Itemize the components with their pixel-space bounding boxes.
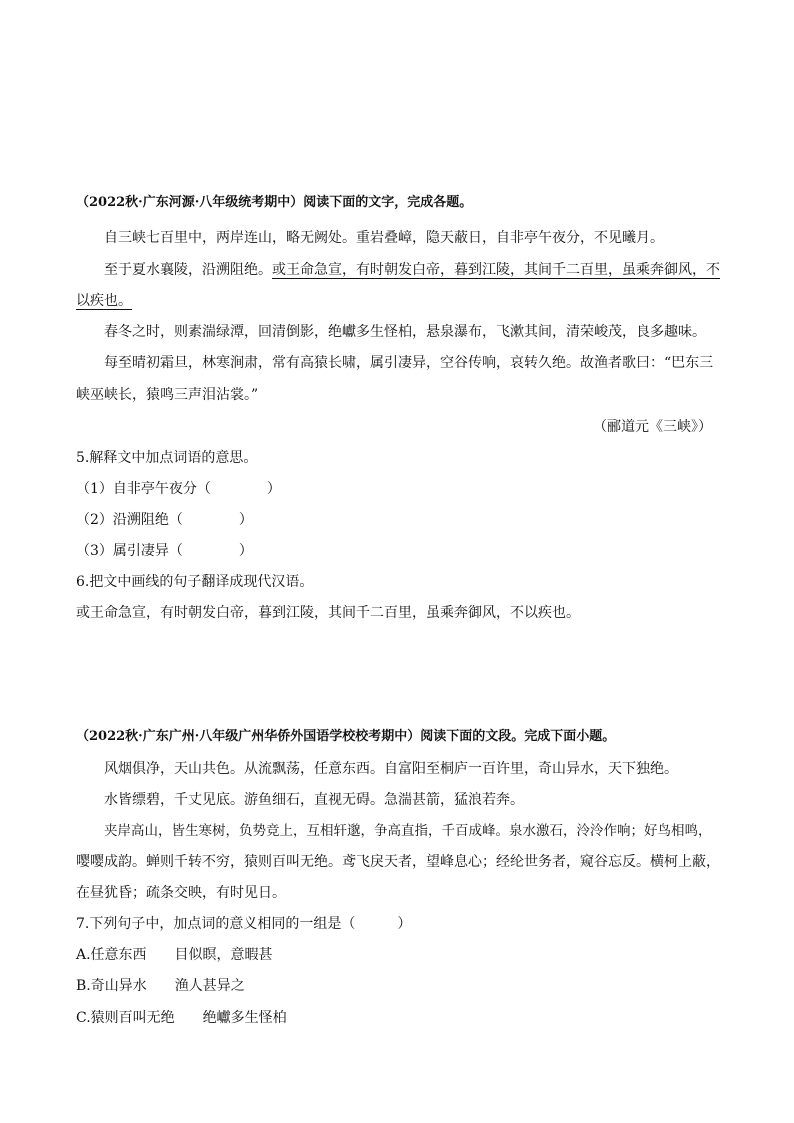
passage1-paragraph-4: 每至晴初霜旦，林寒涧肃，常有高猿长啸，属引凄异，空谷传响，哀转久绝。故渔者歌曰：“巴东三 bbox=[104, 355, 714, 371]
question-7-option-c: C.猿则百叫无绝 绝巘多生怪柏 bbox=[76, 1010, 287, 1026]
underlined-sentence-continuation: 以疾也。 bbox=[76, 293, 132, 309]
passage1-paragraph-2-plain: 至于夏水襄陵，沿溯阻绝。 bbox=[104, 262, 272, 278]
question-7-option-a: A.任意东西 目似瞑，意暇甚 bbox=[76, 947, 273, 963]
passage2-paragraph-3-line-3: 在昼犹昏；疏条交映，有时见日。 bbox=[76, 885, 286, 901]
question-7-stem: 7.下列句子中，加点词的意义相同的一组是（ ） bbox=[76, 916, 412, 932]
passage1-paragraph-4-continuation: 峡巫峡长，猿鸣三声泪沾裳。” bbox=[76, 387, 259, 403]
passage2-paragraph-2: 水皆缥碧，千丈见底。游鱼细石，直视无碍。急湍甚箭，猛浪若奔。 bbox=[104, 792, 524, 808]
underlined-sentence: 或王命急宣，有时朝发白帝，暮到江陵，其间千二百里，虽乘奔御风，不 bbox=[272, 262, 720, 278]
passage1-source: （郦道元《三峡》） bbox=[593, 419, 712, 435]
question-7-option-b: B.奇山异水 渔人甚异之 bbox=[76, 978, 245, 994]
question-6-stem: 6.把文中画线的句子翻译成现代汉语。 bbox=[76, 574, 314, 590]
passage2-paragraph-3: 夹岸高山，皆生寒树，负势竞上，互相轩邈，争高直指，千百成峰。泉水激石，泠泠作响；好鸟相鸣， bbox=[104, 823, 712, 839]
passage1-paragraph-3: 春冬之时，则素湍绿潭，回清倒影，绝巘多生怪柏，悬泉瀑布，飞漱其间，清荣峻茂，良多趣味。 bbox=[104, 324, 706, 340]
passage1-paragraph-1: 自三峡七百里中，两岸连山，略无阙处。重岩叠嶂，隐天蔽日，自非亭午夜分，不见曦月。 bbox=[104, 230, 664, 246]
question-6-sentence: 或王命急宣，有时朝发白帝，暮到江陵，其间千二百里，虽乘奔御风，不以疾也。 bbox=[76, 605, 580, 621]
question-5-item-3: （3）属引凄异（ ） bbox=[76, 543, 253, 559]
question-5-item-1: （1）自非亭午夜分（ ） bbox=[76, 481, 281, 497]
passage2-paragraph-1: 风烟俱净，天山共色。从流飘荡，任意东西。自富阳至桐庐一百许里，奇山异水，天下独绝。 bbox=[104, 761, 678, 777]
passage2-header: （2022秋·广东广州·八年级广州华侨外国语学校校考期中）阅读下面的文段。完成下面小题。 bbox=[76, 729, 616, 744]
question-5-item-2: （2）沿溯阻绝（ ） bbox=[76, 512, 253, 528]
passage2-paragraph-3-line-2: 嘤嘤成韵。蝉则千转不穷，猿则百叫无绝。鸢飞戾天者，望峰息心；经纶世务者，窥谷忘反。横柯上蔽， bbox=[76, 854, 720, 870]
question-5-stem: 5.解释文中加点词语的意思。 bbox=[76, 450, 258, 466]
passage1-paragraph-2 bbox=[76, 260, 720, 280]
passage1-header: （2022秋·广东河源·八年级统考期中）阅读下面的文字，完成各题。 bbox=[76, 195, 473, 210]
